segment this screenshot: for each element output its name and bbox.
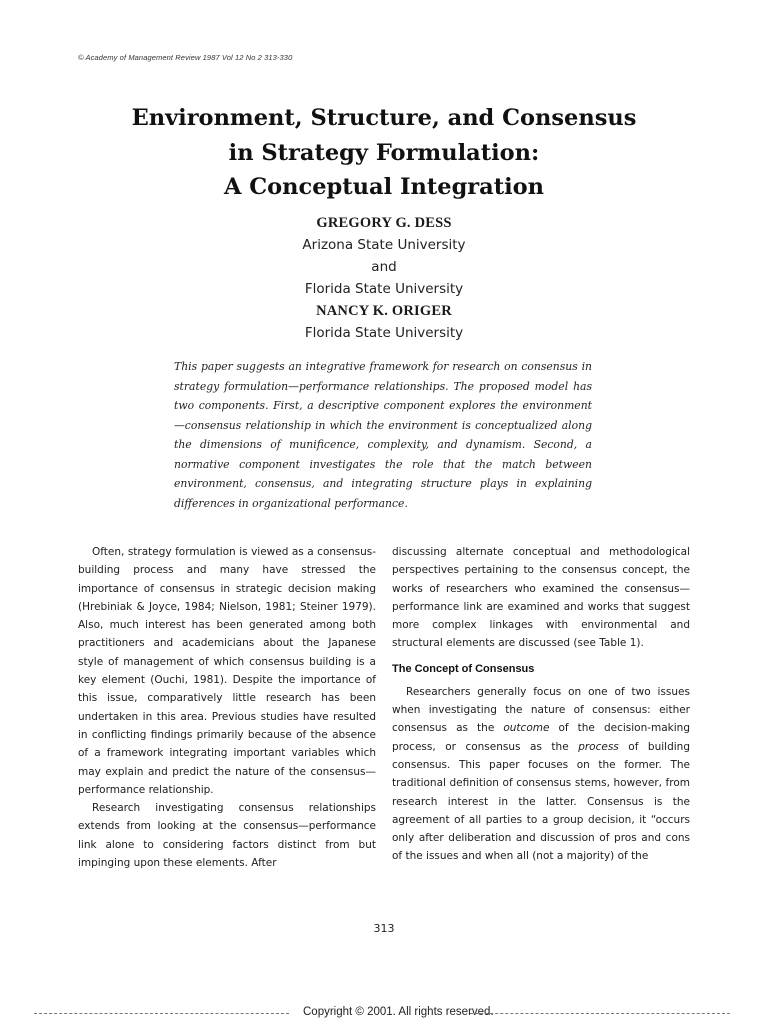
author-2-name: NANCY K. ORIGER xyxy=(316,303,452,319)
article-title xyxy=(0,101,768,205)
abstract-text: This paper suggests an integrative framework for research on consensus in strategy formulation—performance relationships. The proposed model has two components. First, a descriptive component explores the environment—consensus relationship in which the environment is conceptualized along the dimensions of munificence, complexity, and dynamism. Second, a normative component investigates the role that the match between environment, consensus, and integrating structure plays in explaining differences in organizational performance. xyxy=(174,360,592,510)
emphasis-outcome: outcome xyxy=(503,722,550,735)
page-number: 313 xyxy=(373,922,395,935)
body-column-left xyxy=(78,543,376,872)
title-line-2: in Strategy Formulation: xyxy=(228,139,540,166)
copyright-notice: Copyright © 2001. All rights reserved. xyxy=(303,1006,494,1018)
body-paragraph: Often, strategy formulation is viewed as a consensus-building process and many have stressed the importance of consensus in strategic decision making (Hrebiniak & Joyce, 1984; Nielson, 1981; Steiner 1979). Also, much interest has been generated among both practitioners and academicians about the Japanese style of management of which consensus building is a key element (Ouchi, 1981). Despite the importance of this issue, comparatively little research has been undertaken in this area. Previous studies have resulted in conflicting findings primarily because of the absence of a framework integrating important variables which may explain and predict the nature of the consensus—performance relationship. xyxy=(78,546,376,796)
body-paragraph: discussing alternate conceptual and methodological perspectives pertaining to the consensus concept, the works of researchers who examined the consensus—performance link are examined and works that suggest more complex linkages with environmental and structural elements are discussed (see Table 1). xyxy=(392,546,690,650)
author-1-affiliation-2: Florida State University xyxy=(304,281,464,297)
author-2-affiliation: Florida State University xyxy=(304,325,464,341)
footer-rule-left xyxy=(34,1013,289,1015)
body-paragraph xyxy=(392,683,690,866)
emphasis-process: process xyxy=(578,740,619,753)
page-footer xyxy=(0,1004,768,1024)
body-text-segment: of building consensus. This paper focuses on the former. The traditional definition of consensus stems, however, from research interest in the latter. Consensus is the agreement of all parties to a group decision, it “occurs only after deliberation and discussion of pros and cons of the issues and when all (not a majority) of the xyxy=(392,740,690,863)
body-text-segment: Researchers generally focus on one of two issues when investigating the nature of consensus: either consensus as the xyxy=(392,685,690,735)
title-line-3: A Conceptual Integration xyxy=(223,174,545,200)
body-text-segment: of the decision-making process, or consensus as the xyxy=(392,722,691,753)
author-1-affiliation-1: Arizona State University xyxy=(302,237,466,253)
author-1-name: GREGORY G. DESS xyxy=(316,215,452,231)
journal-citation: © Academy of Management Review 1987 Vol 12 No 2 313-330 xyxy=(78,53,293,62)
section-heading: The Concept of Consensus xyxy=(392,662,535,675)
author-affiliation-and: and xyxy=(371,259,397,275)
body-paragraph: Research investigating consensus relationships extends from looking at the consensus—performance link alone to considering factors distinct from but impinging upon these elements. After xyxy=(78,802,376,870)
title-line-1: Environment, Structure, and Consensus xyxy=(131,105,637,131)
footer-rule-right xyxy=(470,1013,730,1015)
body-column-right xyxy=(392,543,690,866)
abstract xyxy=(174,357,592,513)
author-block xyxy=(0,212,768,344)
